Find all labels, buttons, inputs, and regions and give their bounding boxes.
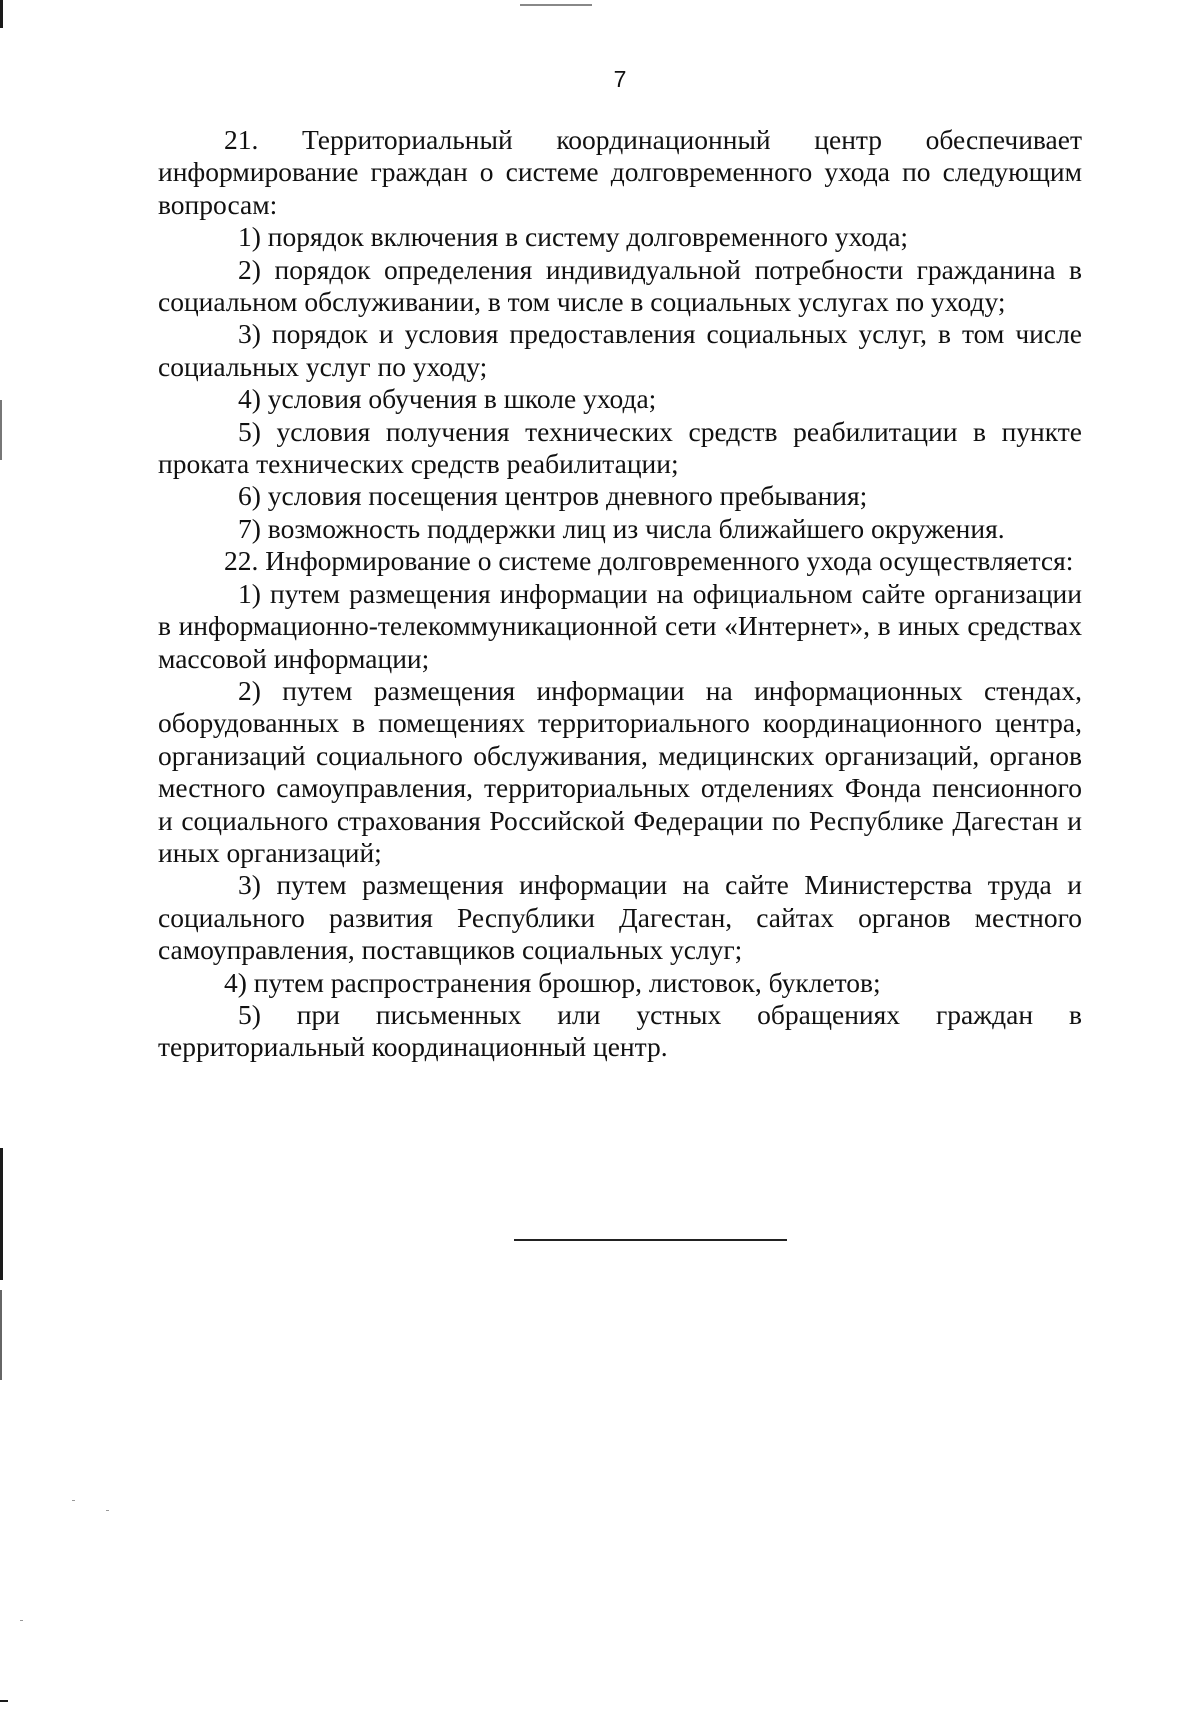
paragraph-22: 22. Информирование о системе долговременного ухода осуществляется: xyxy=(224,545,1074,577)
list-item: 7) возможность поддержки лиц из числа ближайшего окружения. xyxy=(238,512,1005,544)
scan-artifact-left-edge xyxy=(0,1290,2,1380)
list-item: 1) порядок включения в систему долговременного ухода; xyxy=(238,221,909,253)
end-separator-line xyxy=(514,1239,787,1241)
list-item: 4) условия обучения в школе ухода; xyxy=(238,383,657,415)
list-item: 3) порядок и условия предоставления социальных услуг, в том числе социальных услуг по уходу; xyxy=(158,318,1082,382)
scan-artifact-bottom-left xyxy=(0,1700,8,1702)
list-item: 5) условия получения технических средств реабилитации в пункте проката технических средств реабилитации; xyxy=(158,415,1082,480)
page-number: 7 xyxy=(613,66,627,92)
paragraph-21: 21. Территориальный координационный центр обеспечивает информирование граждан о системе долговременного ухода по следующим вопросам: xyxy=(158,124,1082,220)
list-item: 3) путем размещения информации на сайте Министерства труда и социального развития Республики Дагестан, сайтах органов местного самоуправления, поставщиков социальных услуг; xyxy=(158,869,1082,966)
list-item: 1) путем размещения информации на официальном сайте организации в информационно-телекоммуникационной сети «Интернет», в иных средствах массовой информации; xyxy=(158,577,1082,674)
scan-speck xyxy=(106,1510,109,1511)
scan-artifact-left-edge xyxy=(0,1148,3,1280)
list-item: 6) условия посещения центров дневного пребывания; xyxy=(238,480,868,512)
scan-speck xyxy=(20,1620,23,1621)
scan-artifact-top xyxy=(520,4,592,6)
scan-speck xyxy=(72,1500,75,1501)
list-item: 4) путем распространения брошюр, листовок, буклетов; xyxy=(224,966,881,998)
scan-artifact-left-edge xyxy=(0,400,2,460)
list-item: 2) путем размещения информации на информационных стендах, оборудованных в помещениях территориального координационного центра, организаций социального обслуживания, медицинских организаций, органов местного самоуправления, территориальных отделениях Фонда пенсионного и социального страхования Российской Федерации по Республике Дагестан и иных организаций; xyxy=(158,674,1082,868)
list-item: 2) порядок определения индивидуальной потребности гражданина в социальном обслуживании, в том числе в социальных услугах по уходу; xyxy=(158,253,1082,318)
scan-artifact-left-edge xyxy=(0,0,3,28)
list-item: 5) при письменных или устных обращениях граждан в территориальный координационный центр. xyxy=(158,998,1082,1063)
document-body xyxy=(158,124,1082,1064)
